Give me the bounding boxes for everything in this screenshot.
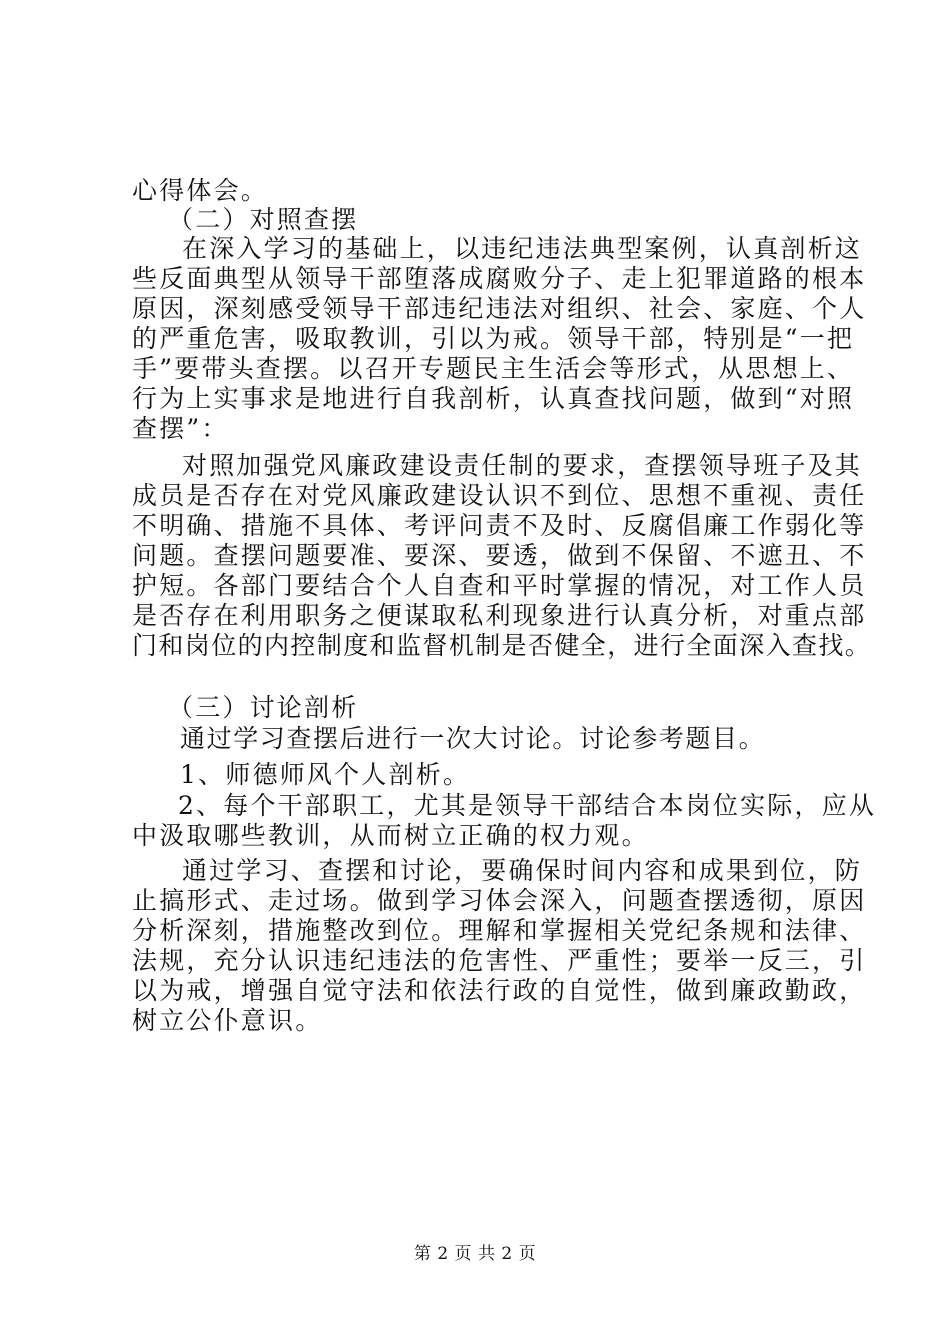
text-line: 查摆”： xyxy=(132,414,229,443)
text-line: 门和岗位的内控制度和监督机制是否健全，进行全面深入查找。 xyxy=(132,631,872,660)
text-line: 心得体会。 xyxy=(132,176,269,205)
page-number-footer: 第 2 页 共 2 页 xyxy=(413,1244,537,1264)
text-line: 对照加强党风廉政建设责任制的要求，查摆领导班子及其 xyxy=(182,451,863,480)
text-line: 是否存在利用职务之便谋取私利现象进行认真分析，对重点部 xyxy=(132,601,867,630)
text-line: 问题。查摆问题要准、要深、要透，做到不保留、不遮丑、不 xyxy=(132,541,867,570)
text-line: 成员是否存在对党风廉政建设认识不到位、思想不重视、责任 xyxy=(132,481,867,510)
text-line: 的严重危害，吸取教训，引以为戒。领导干部，特别是“一把 xyxy=(132,324,855,353)
text-line: 手”要带头查摆。以召开专题民主生活会等形式，从思想上、 xyxy=(132,354,855,383)
text-line: 分析深刻，措施整改到位。理解和掌握相关党纪条规和法律、 xyxy=(132,916,867,945)
text-line: 护短。各部门要结合个人自查和平时掌握的情况，对工作人员 xyxy=(132,571,867,600)
list-item: 1、师德师风个人剖析。 xyxy=(180,760,471,789)
text-line: 些反面典型从领导干部堕落成腐败分子、走上犯罪道路的根本 xyxy=(132,264,867,293)
text-line: 以为戒，增强自觉守法和依法行政的自觉性，做到廉政勤政， xyxy=(132,976,867,1005)
text-line: 行为上实事求是地进行自我剖析，认真查找问题，做到“对照 xyxy=(132,384,855,413)
text-line: 通过学习查摆后进行一次大讨论。讨论参考题目。 xyxy=(180,724,766,753)
text-line: 通过学习、查摆和讨论，要确保时间内容和成果到位，防 xyxy=(182,856,863,885)
section-heading: （三）讨论剖析 xyxy=(168,693,359,722)
text-line: 止搞形式、走过场。做到学习体会深入，问题查摆透彻，原因 xyxy=(132,886,867,915)
text-line: 原因，深刻感受领导干部违纪违法对组织、社会、家庭、个人 xyxy=(132,294,867,323)
text-line: 树立公仆意识。 xyxy=(132,1006,323,1035)
text-line: 法规，充分认识违纪违法的危害性、严重性；要举一反三，引 xyxy=(132,946,867,975)
text-line: 中汲取哪些教训，从而树立正确的权力观。 xyxy=(132,821,649,850)
text-line: 不明确、措施不具体、考评问责不及时、反腐倡廉工作弱化等 xyxy=(132,511,867,540)
list-item: 2、每个干部职工，尤其是领导干部结合本岗位实际，应从 xyxy=(178,791,877,820)
section-heading: （二）对照查摆 xyxy=(168,205,359,234)
text-line: 在深入学习的基础上，以违纪违法典型案例，认真剖析这 xyxy=(182,234,863,263)
